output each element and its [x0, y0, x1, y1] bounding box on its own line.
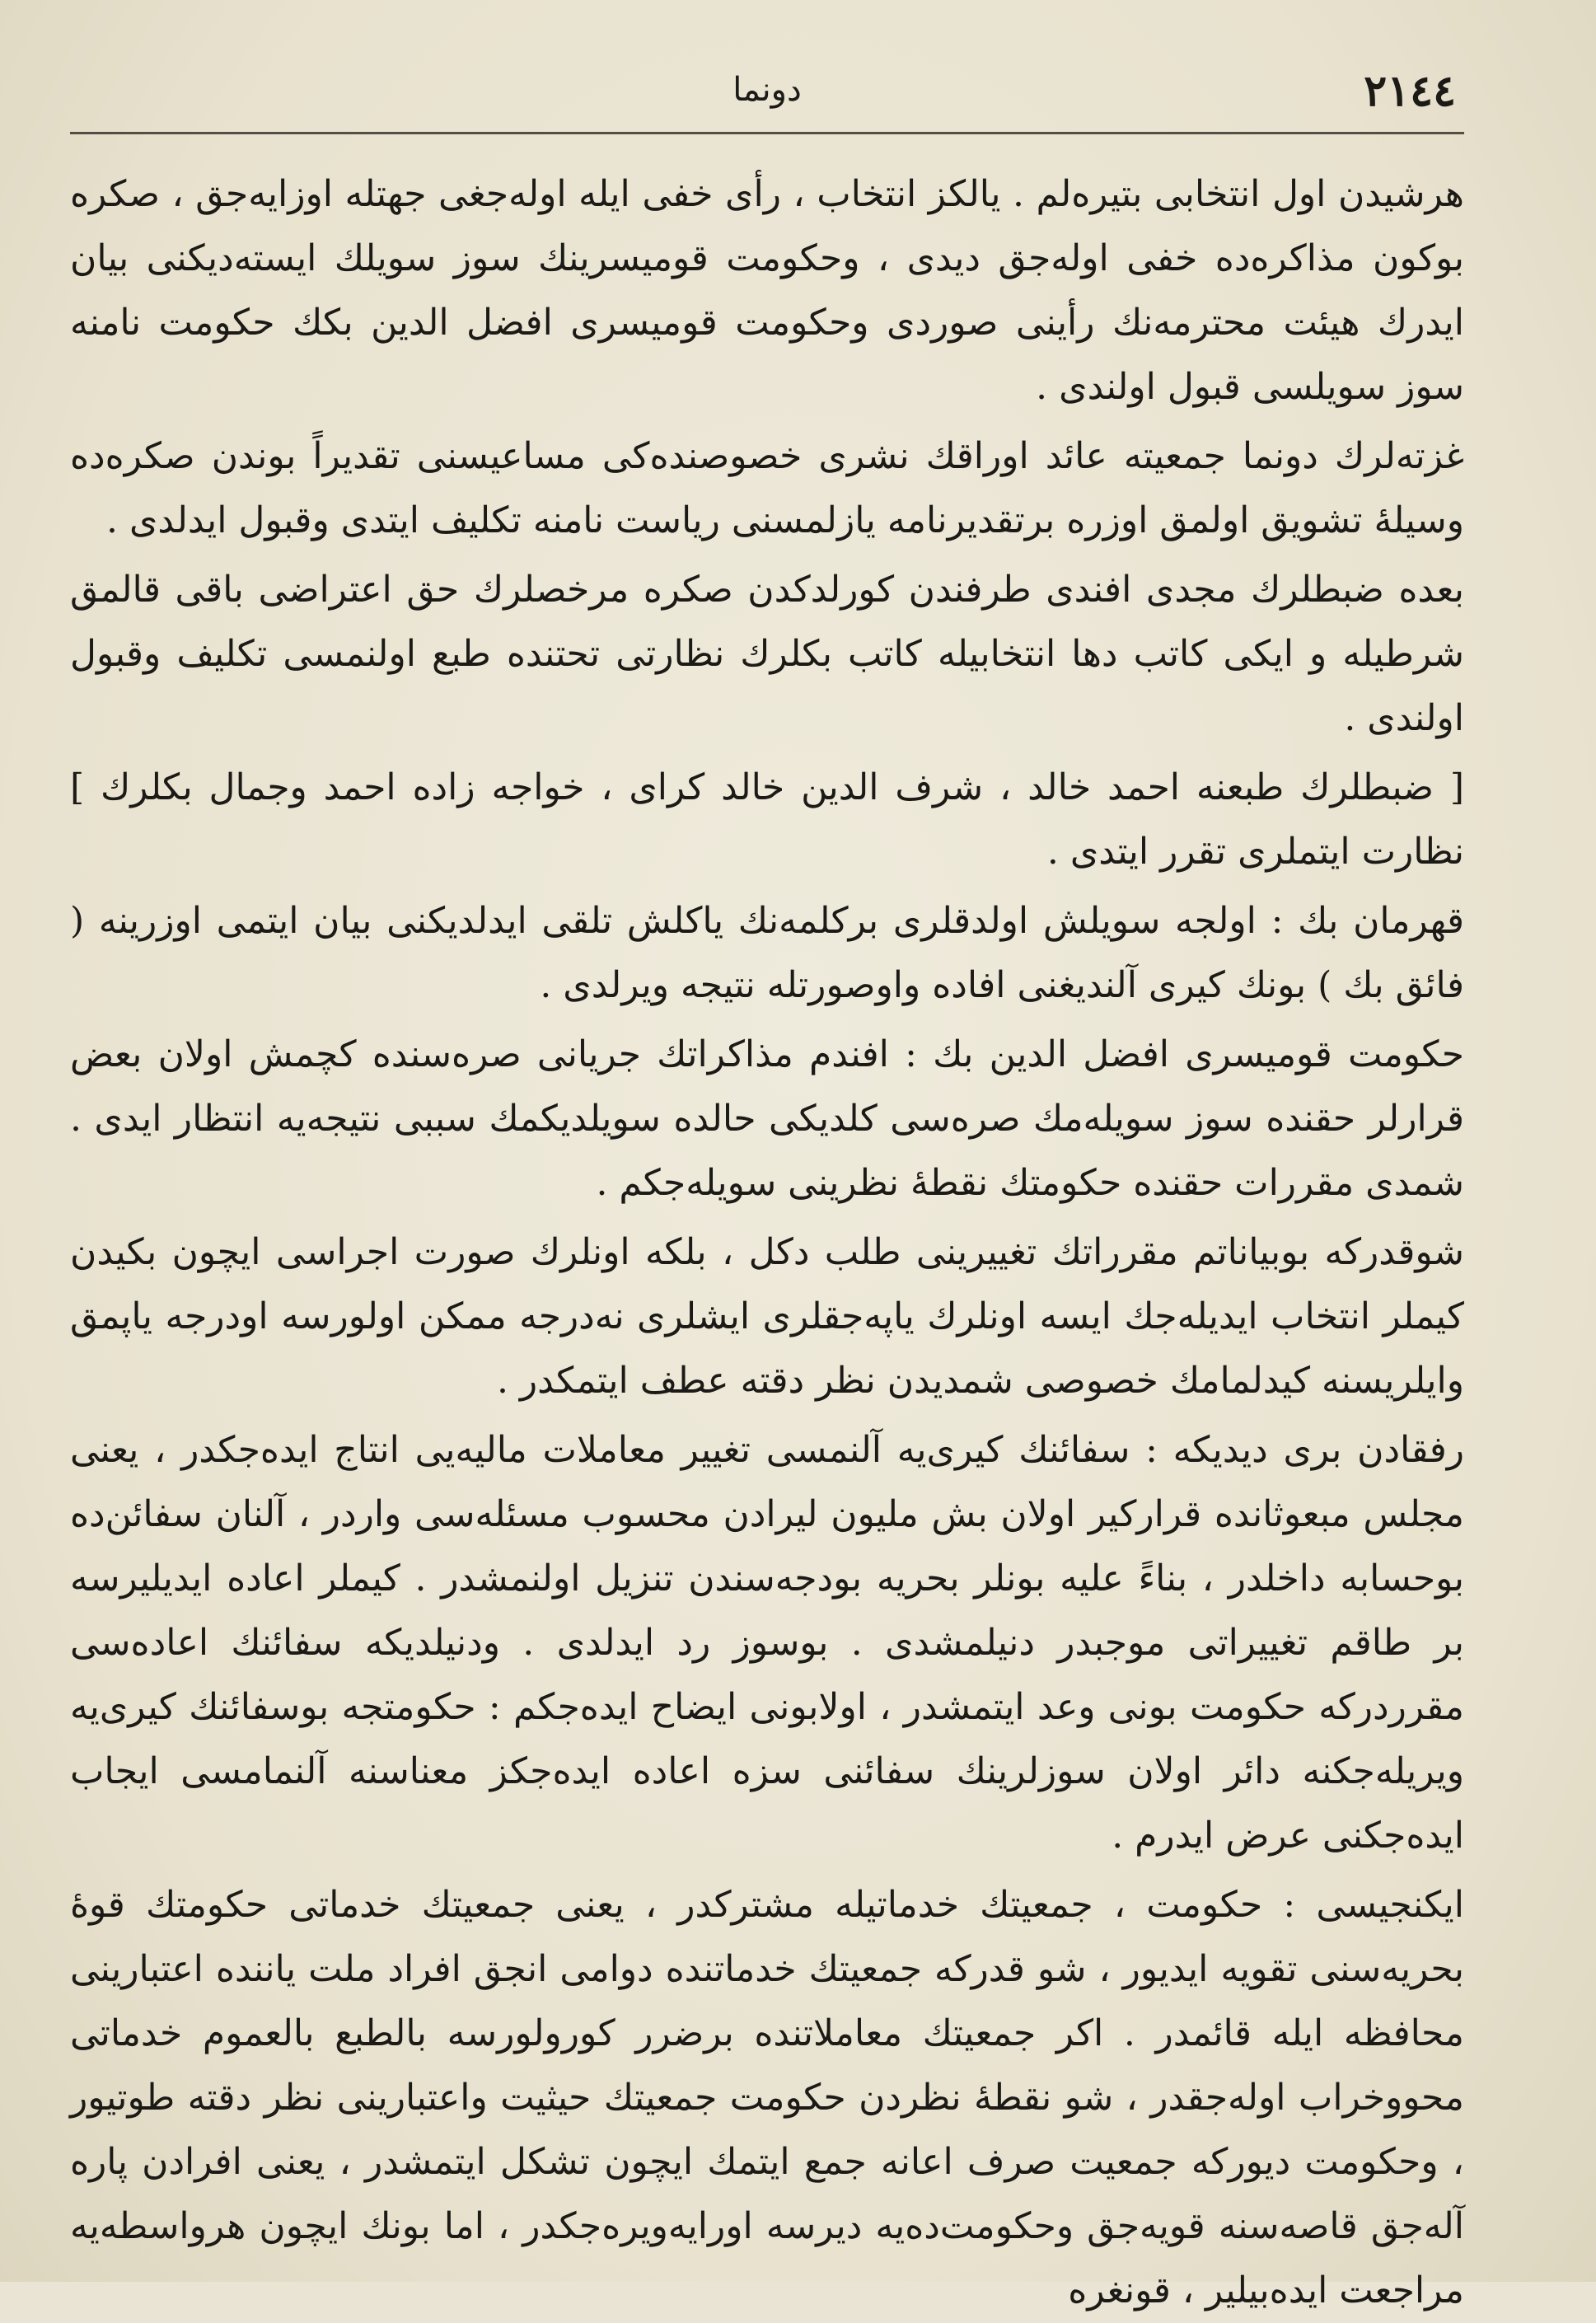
paragraph: حکومت قومیسری افضل الدین بك : افندم مذاکراتك جریانی صره‌سنده کچمش اولان بعض قرارلر حقنده سوز سویله‌مك صره‌سی کلدیکی حالده سویلدیکمك سببی نتیجه‌یه انتظار ایدی . شمدی مقررات حقنده حکومتك نقطهٔ نظرینی سویله‌جکم . [70, 1033, 1464, 1204]
page-header [70, 66, 1464, 132]
header-rule [70, 132, 1464, 134]
paragraph: قهرمان بك : اولجه سویلش اولدقلری برکلمه‌نك یاکلش تلقی ایدلدیکنی بیان ایتمی اوزرینه ( فائق بك ) بونك کیری آلندیغنی افاده واوصورتله نتیجه ویرلدی . [70, 900, 1464, 1006]
paragraph: ایکنجیسی : حکومت ، جمعیتك خدماتیله مشترکدر ، یعنی جمعیتك خدماتی حکومتك قوهٔ بحریه‌سنی تقویه ایدیور ، شو قدرکه جمعیتك خدماتنده دوامی انجق افراد ملت یاننده اعتبارینی محافظه ایله قائمدر . اکر جمعیتك معاملاتنده برضرر کورولورسه بالطبع بالعموم خدماتی محووخراب اوله‌جقدر ، شو نقطهٔ نظردن حکومت جمعیتك حیثیت واعتبارینی نظر دقته طوتیور ، وحکومت دیورکه جمعیت صرف اعانه جمع ایتمك ایچون تشکل ایتمشدر ، یعنی افرادن پاره آله‌جق قاصه‌سنه قویه‌جق وحکومت‌ده‌یه دیرسه اورایه‌ویره‌جکدر ، اما بونك ایچون هرواسطه‌یه مراجعت ایده‌بیلیر ، قونغره [70, 1884, 1465, 2311]
paragraph: بعده ضبطلرك مجدی افندی طرفندن کورلدکدن صکره مرخصلرك حق اعتراضی باقی قالمق شرطیله و ایکی کاتب دها انتخابیله کاتب بکلرك نظارتی تحتنده طبع اولنمسی تکلیف وقبول اولندی . [70, 569, 1464, 739]
paragraph: شوقدرکه بوبیاناتم مقرراتك تغییرینی طلب دکل ، بلکه اونلرك صورت اجراسی ایچون بکیدن کیملر انتخاب ایدیله‌جك ایسه اونلرك یاپه‌جقلری ایشلری نه‌درجه ممکن اولورسه اودرجه یاپمق وایلریسنه کیدلمامك خصوصی شمدیدن نظر دقته عطف ایتمکدر . [70, 1231, 1464, 1402]
running-title: دونما [732, 71, 802, 109]
page-number: ٢١٤٤ [1364, 66, 1456, 116]
paragraph: غزته‌لرك دونما جمعیته عائد اوراقك نشری خصوصنده‌کی مساعیسنی تقدیراً بوندن صکره‌ده وسیلهٔ تشویق اولمق اوزره برتقدیرنامه یازلمسنی ریاست نامنه تکلیف ایتدی وقبول ایدلدی . [70, 435, 1464, 541]
body-text [70, 162, 1464, 2323]
paragraph: [ ضبطلرك طبعنه احمد خالد ، شرف الدین خالد کرای ، خواجه زاده احمد وجمال بکلرك ] نظارت ایتملری تقرر ایتدی . [70, 766, 1464, 873]
paragraph: هرشیدن اول انتخابی بتیره‌لم . یالکز انتخاب ، رأی خفی ایله اوله‌جغی جهتله اوزایه‌جق ، صکره بوکون مذاکره‌ده خفی اوله‌جق دیدی ، وحکومت قومیسرینك سوز سویلك ایسته‌دیکنی بیان ایدرك هیئت محترمه‌نك رأینی صوردی وحکومت قومیسری افضل الدین بکك حکومت نامنه سوز سویلسی قبول اولندی . [70, 173, 1464, 408]
paragraph: رفقادن بری دیدیکه : سفائنك کیری‌یه آلنمسی تغییر معاملات مالیه‌یی انتاج ایده‌جکدر ، یعنی مجلس مبعوثانده قرارکیر اولان بش ملیون لیرادن محسوب مسئله‌سی واردر ، آلنان سفائن‌ده بوحسابه داخلدر ، بناءً علیه بونلر بحریه بودجه‌سندن تنزیل اولنمشدر . کیملر اعاده ایدیلیرسه بر طاقم تغییراتی موجبدر دنیلمشدی . بوسوز رد ایدلدی . ودنیلدیکه سفائنك اعاده‌سی مقرردرکه حکومت بونی وعد ایتمشدر ، اولابونی ایضاح ایده‌جکم : حکومتجه بوسفائنك کیری‌یه ویریله‌جکنه دائر اولان سوزلرینك سفائنی سزه اعاده ایده‌جکز معناسنه آلنمامسی ایجاب ایده‌جکنی عرض ایدرم . [70, 1429, 1465, 1857]
